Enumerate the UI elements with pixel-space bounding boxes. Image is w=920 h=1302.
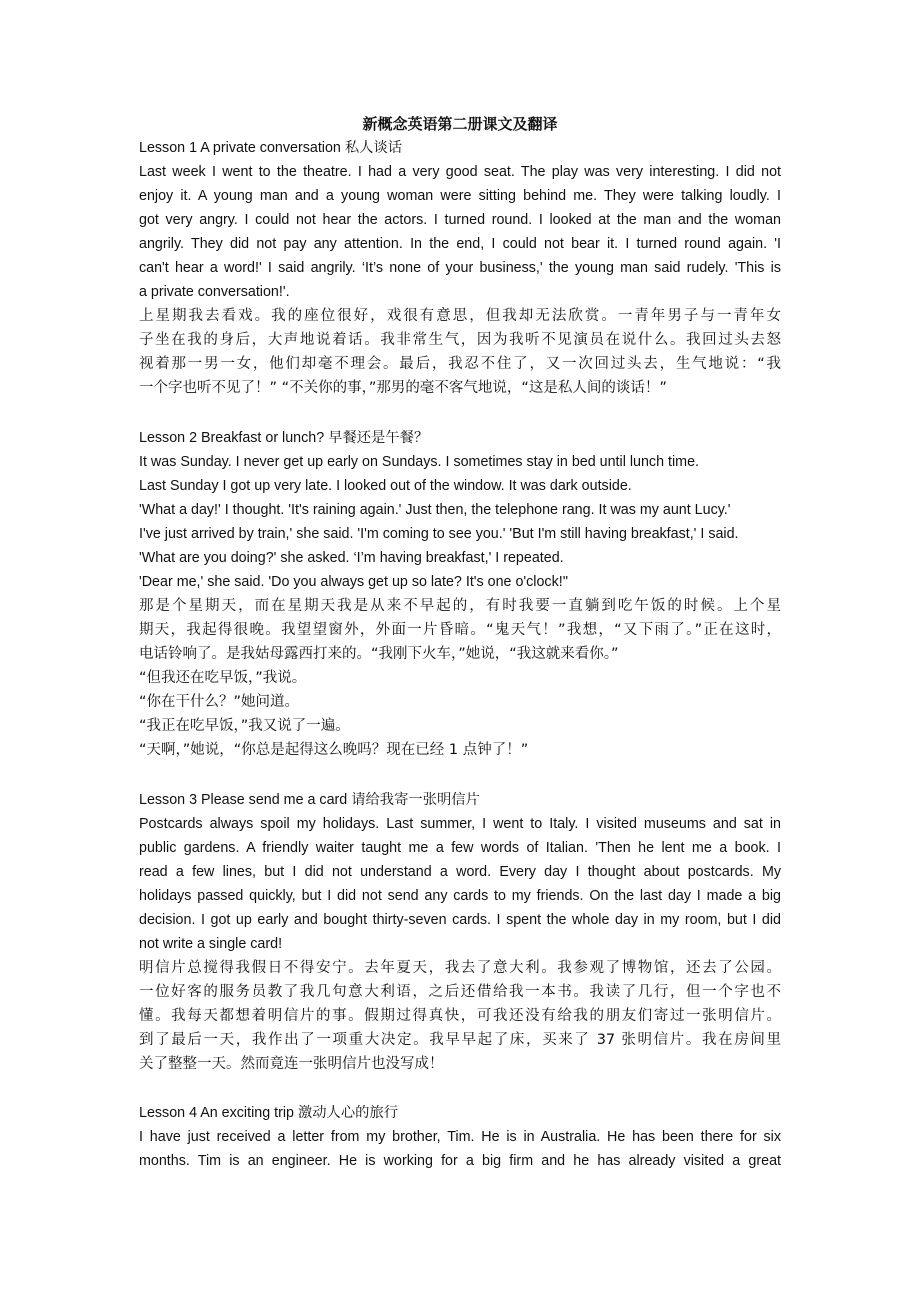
lesson-2-cn-line-2: 期天，我起得很晚。我望望窗外，外面一片昏暗。“鬼天气！”我想，“又下雨了。”正在这时， [139,622,781,638]
lesson-4-en-line-1: I have just received a letter from my brother, Tim. He is in Australia. He has been there for six [139,1129,781,1145]
lesson-heading-cn: 私人谈话 [344,140,403,156]
lesson-heading-cn: 早餐还是午餐？ [328,430,429,446]
lesson-2-en-line-4: I've just arrived by train,' she said. 'I'm coming to see you.' 'But I'm still having breakfast,' I said. [139,526,739,542]
lesson-1-cn-line-2: 子坐在我的身后，大声地说着话。我非常生气，因为我听不见演员在说什么。我回过头去怒 [139,332,781,348]
lesson-3-cn-line-2: 一位好客的服务员教了我几句意大利语，之后还借给我一本书。我读了几行，但一个字也不 [139,984,781,1000]
lesson-3-cn-line-4: 到了最后一天，我作出了一项重大决定。我早早起了床，买来了 37 张明信片。我在房间里 [139,1032,781,1048]
lesson-1-cn-line-4: 一个字也听不见了！” “不关你的事，”那男的毫不客气地说，“这是私人间的谈话！” [139,380,667,396]
lesson-2-cn-line-7: “天啊，”她说，“你总是起得这么晚吗？现在已经 1 点钟了！” [139,742,529,758]
lesson-1-cn-line-3: 视着那一男一女，他们却毫不理会。最后，我忍不住了，又一次回过头去，生气地说：“我 [139,356,781,372]
lesson-1-heading [139,136,781,160]
lesson-2-cn-line-3: 电话铃响了。是我姑母露西打来的。“我刚下火车，”她说，“我这就来看你。” [139,646,619,662]
lesson-3-en-line-2: public gardens. A friendly waiter taught me a few words of Italian. 'Then he lent me a book. I [139,840,781,856]
lesson-3-heading [139,788,781,812]
lesson-4-en-line-2: months. Tim is an engineer. He is working for a big firm and he has already visited a great [139,1153,781,1169]
lesson-1-en-line-1: Last week I went to the theatre. I had a very good seat. The play was very interesting. I did not [139,164,781,180]
lesson-1-cn-line-1: 上星期我去看戏。我的座位很好，戏很有意思，但我却无法欣赏。一青年男子与一青年女 [139,308,781,324]
lesson-heading-cn: 请给我寄一张明信片 [351,792,480,808]
lesson-2-cn-line-5: “你在干什么？”她问道。 [139,694,300,710]
lesson-3-en-line-4: holidays passed quickly, but I did not send any cards to my friends. On the last day I made a big [139,888,781,904]
lesson-heading-cn: 激动人心的旅行 [297,1105,399,1121]
lesson-1-en-line-4: angrily. They did not pay any attention. In the end, I could not bear it. I turned round again. 'I [139,236,781,252]
lesson-heading-en: Lesson 1 A private conversation [139,140,341,156]
lesson-2-en-line-3: 'What a day!' I thought. 'It's raining again.' Just then, the telephone rang. It was my aunt Lucy.' [139,502,731,518]
lesson-heading-en: Lesson 4 An exciting trip [139,1105,294,1121]
lesson-3-en-line-1: Postcards always spoil my holidays. Last summer, I went to Italy. I visited museums and sat in [139,816,781,832]
lesson-2-en-line-6: 'Dear me,' she said. 'Do you always get up so late? It's one o'clock!'' [139,574,569,590]
lesson-3-cn-line-5: 关了整整一天。然而竟连一张明信片也没写成！ [139,1056,444,1072]
lesson-3-cn-line-1: 明信片总搅得我假日不得安宁。去年夏天，我去了意大利。我参观了博物馆，还去了公园。 [139,960,781,976]
lesson-2-heading [139,426,781,450]
lesson-1-en-line-6: a private conversation!'. [139,284,290,300]
lesson-3-en-line-5: decision. I got up early and bought thirty-seven cards. I spent the whole day in my room, but I did [139,912,781,928]
lesson-3-en-line-3: read a few lines, but I did not understand a word. Every day I thought about postcards. My [139,864,781,880]
lesson-2-cn-line-6: “我正在吃早饭，”我又说了一遍。 [139,718,350,734]
lesson-1-en-line-5: can't hear a word!' I said angrily. ‘It’s none of your business,' the young man said rudely. 'This is [139,260,781,276]
lesson-heading-en: Lesson 3 Please send me a card [139,792,348,808]
lesson-heading-en: Lesson 2 Breakfast or lunch? [139,430,325,446]
lesson-2-en-line-1: It was Sunday. I never get up early on Sundays. I sometimes stay in bed until lunch time. [139,454,699,470]
lesson-1-en-line-2: enjoy it. A young man and a young woman were sitting behind me. They were talking loudly. I [139,188,781,204]
lesson-3-en-line-6: not write a single card! [139,936,283,952]
lesson-2-en-line-5: 'What are you doing?' she asked. ‘I’m having breakfast,' I repeated. [139,550,564,566]
lesson-2-en-line-2: Last Sunday I got up very late. I looked out of the window. It was dark outside. [139,478,632,494]
lesson-4-heading [139,1101,781,1125]
lesson-2-cn-line-1: 那是个星期天，而在星期天我是从来不早起的，有时我要一直躺到吃午饭的时候。上个星 [139,598,781,614]
lesson-2-cn-line-4: “但我还在吃早饭，”我说。 [139,670,307,686]
lesson-1-en-line-3: got very angry. I could not hear the actors. I turned round. I looked at the man and the woman [139,212,781,228]
lesson-3-cn-line-3: 懂。我每天都想着明信片的事。假期过得真快，可我还没有给我的朋友们寄过一张明信片。 [139,1008,781,1024]
document-title: 新概念英语第二册课文及翻译 [362,115,558,133]
